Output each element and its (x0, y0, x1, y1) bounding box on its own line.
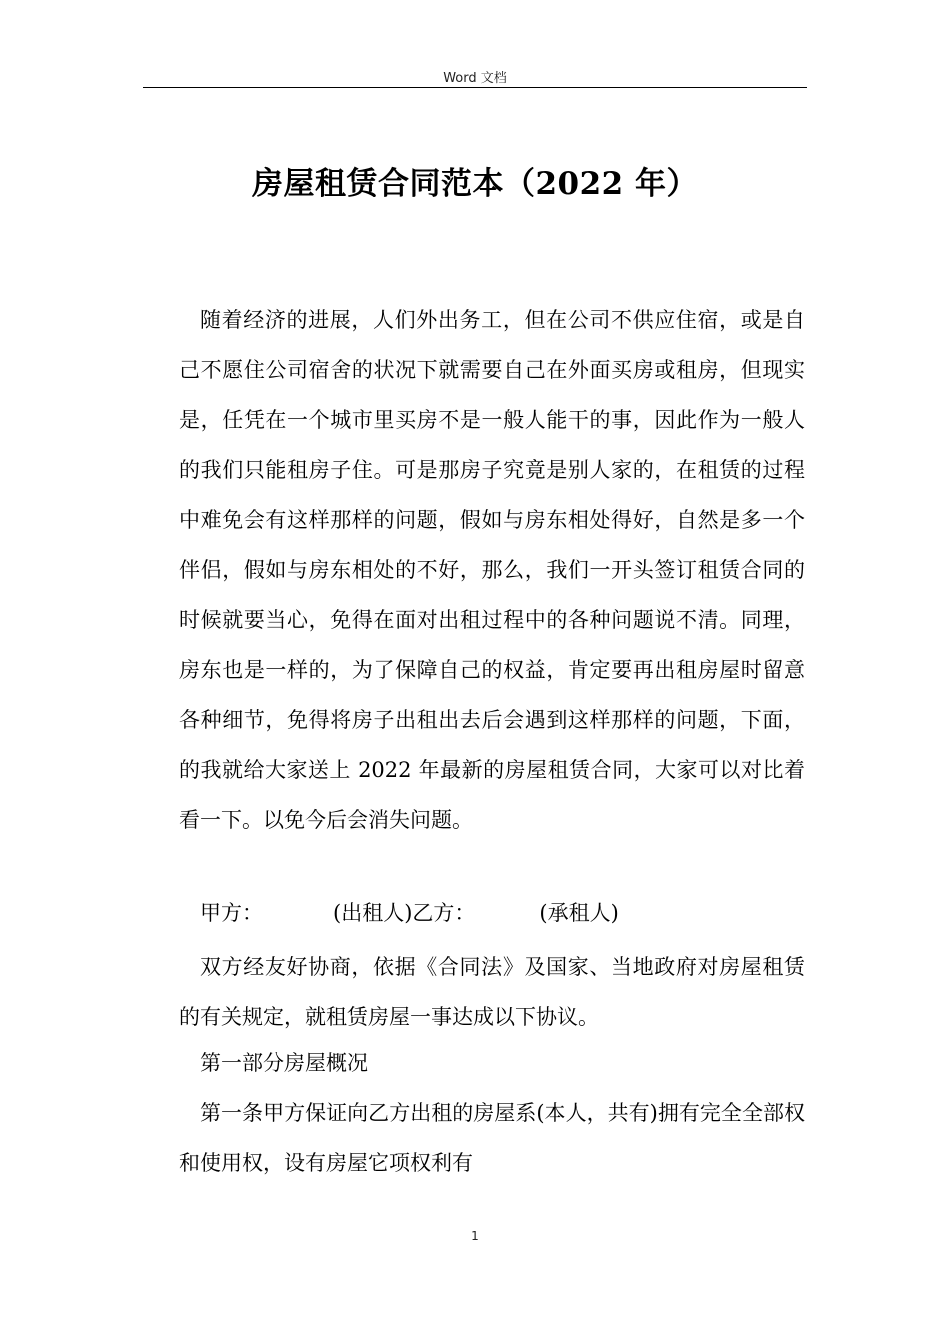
party-b-role: (承租人) (539, 901, 619, 925)
document-header-label: Word 文档 (443, 71, 507, 86)
article-1-paragraph: 第一条甲方保证向乙方出租的房屋系(本人，共有)拥有完全全部权和使用权，设有房屋它项权利有 (179, 1101, 805, 1175)
party-a-label: 甲方： (200, 901, 263, 925)
party-a-role: (出租人) (333, 901, 413, 925)
page-number: 1 (471, 1229, 479, 1243)
header-divider (143, 87, 807, 88)
parties-line (200, 893, 619, 933)
section-heading: 第一部分房屋概况 (200, 1051, 368, 1075)
agreement-paragraph: 双方经友好协商，依据《合同法》及国家、当地政府对房屋租赁的有关规定，就租赁房屋一事达成以下协议。 (179, 955, 805, 1029)
document-title: 房屋租赁合同范本（2022 年） (251, 166, 699, 202)
intro-paragraph: 随着经济的进展，人们外出务工，但在公司不供应住宿，或是自己不愿住公司宿舍的状况下就需要自己在外面买房或租房，但现实是，任凭在一个城市里买房不是一般人能干的事，因此作为一般人的我们只能租房子住。可是那房子究竟是别人家的，在租赁的过程中难免会有这样那样的问题，假如与房东相处得好，自然是多一个伴侣，假如与房东相处的不好，那么，我们一开头签订租赁合同的时候就要当心，免得在面对出租过程中的各种问题说不清。同理，房东也是一样的，为了保障自己的权益，肯定要再出租房屋时留意各种细节，免得将房子出租出去后会遇到这样那样的问题，下面，的我就给大家送上 2022 年最新的房屋租赁合同，大家可以对比着看一下。以免今后会消失问题。 (179, 308, 805, 832)
party-b-label: 乙方： (412, 901, 476, 925)
